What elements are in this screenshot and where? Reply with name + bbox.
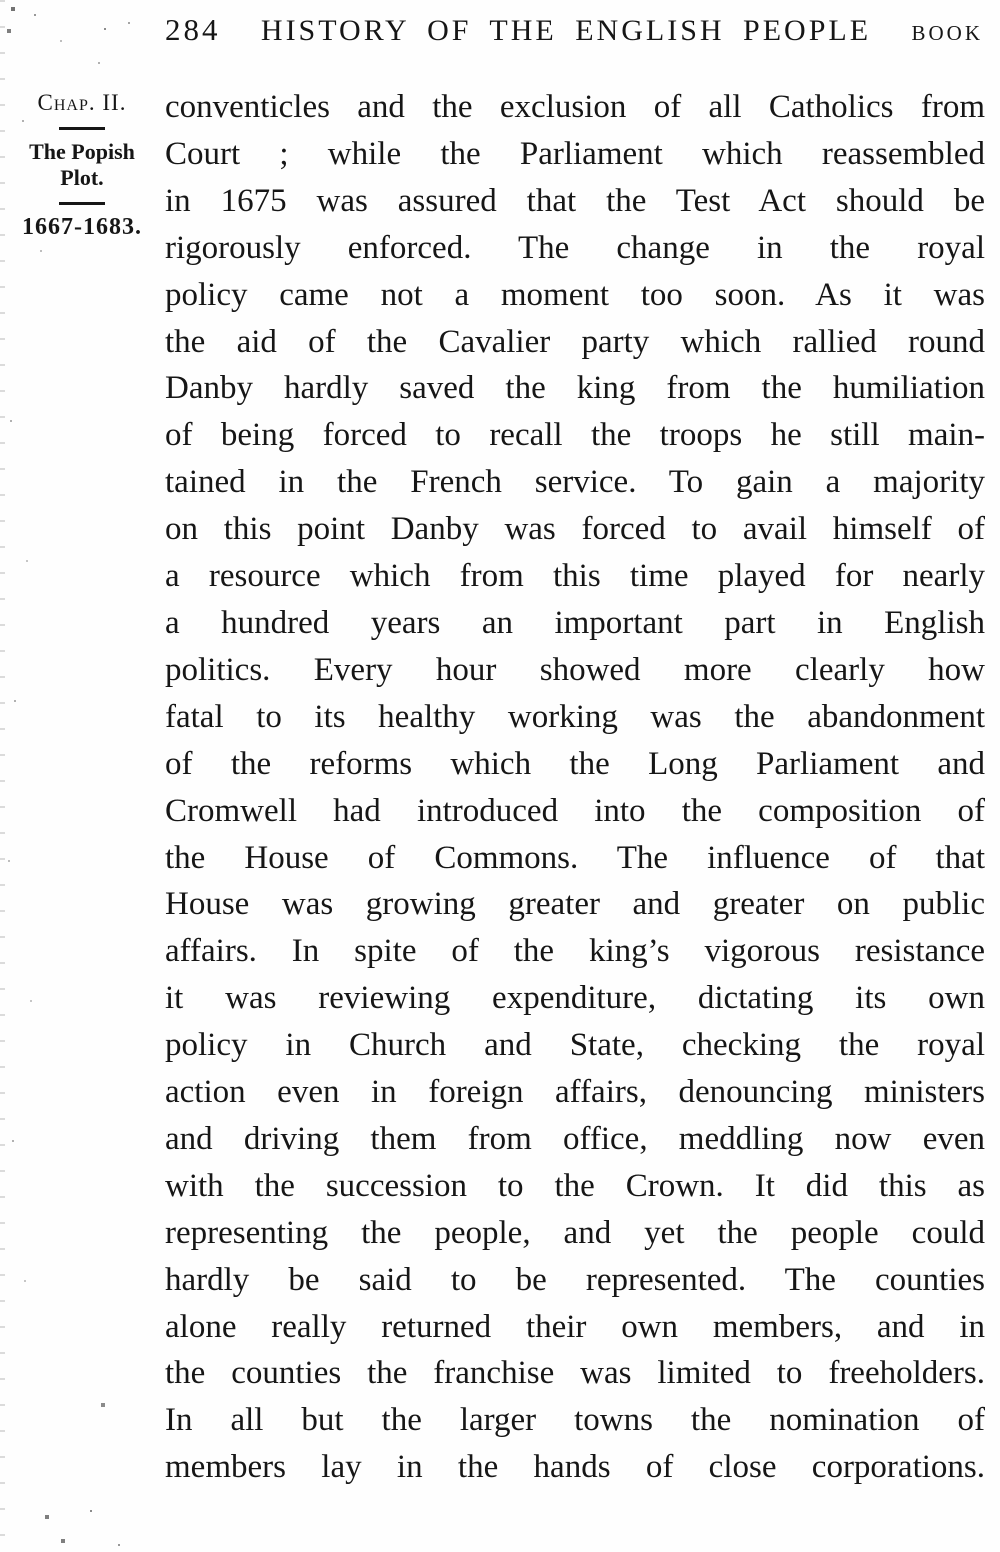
book-label: BOOK [911,21,983,45]
side-note-years: 1667-1683. [22,214,142,241]
margin-divider [59,202,105,205]
text-line: and driving them from office, meddling now even [165,1120,985,1157]
chapter-note: Chap. II. [37,90,127,115]
page-title: HISTORY OF THE ENGLISH PEOPLE [260,14,872,47]
text-line: affairs. In spite of the king’s vigorous resistance [165,933,985,970]
text-line: hardly be said to be represented. The counties [165,1261,985,1298]
text-line: members lay in the hands of close corporations. [165,1449,985,1486]
text-line: action even in foreign affairs, denouncing ministers [165,1074,985,1111]
text-line: In all but the larger towns the nomination of [165,1402,985,1439]
text-line: with the succession to the Crown. It did this as [165,1167,985,1204]
text-line: a hundred years an important part in English [165,604,985,641]
text-line: of the reforms which the Long Parliament and [165,745,985,782]
text-line: it was reviewing expenditure, dictating its own [165,980,985,1017]
text-line: Court ; while the Parliament which reassembled [165,135,985,172]
text-line: conventicles and the exclusion of all Catholics from [165,89,985,125]
text-line: policy in Church and State, checking the royal [165,1027,985,1064]
text-line: rigorously enforced. The change in the royal [165,229,985,266]
text-line: in 1675 was assured that the Test Act should be [165,182,985,219]
margin-notes [6,90,158,242]
text-line: policy came not a moment too soon. As it was [165,276,985,313]
text-line: House was growing greater and greater on public [165,886,985,923]
text-line: the counties the franchise was limited to freeholders. [165,1355,985,1392]
text-line: a resource which from this time played for nearly [165,558,985,595]
side-note-title: The Popish Plot. [29,139,135,191]
text-line: Cromwell had introduced into the composition of [165,792,985,829]
text-line: representing the people, and yet the people could [165,1214,985,1251]
page-number: 284 [165,12,221,47]
scan-speckles [0,0,2,2]
text-line: of being forced to recall the troops he still main- [165,417,985,454]
text-line: politics. Every hour showed more clearly how [165,651,985,688]
text-line: Danby hardly saved the king from the humiliation [165,370,985,407]
running-head [165,12,983,48]
body-text [165,84,985,1491]
text-line: the aid of the Cavalier party which rallied round [165,323,985,360]
text-line: fatal to its healthy working was the abandonment [165,698,985,735]
margin-divider [59,127,105,130]
text-line: tained in the French service. To gain a majority [165,464,985,501]
text-line: alone really returned their own members, and in [165,1308,985,1345]
text-line: the House of Commons. The influence of that [165,839,985,876]
scan-edge-noise [0,0,5,1552]
text-line: on this point Danby was forced to avail himself of [165,511,985,548]
